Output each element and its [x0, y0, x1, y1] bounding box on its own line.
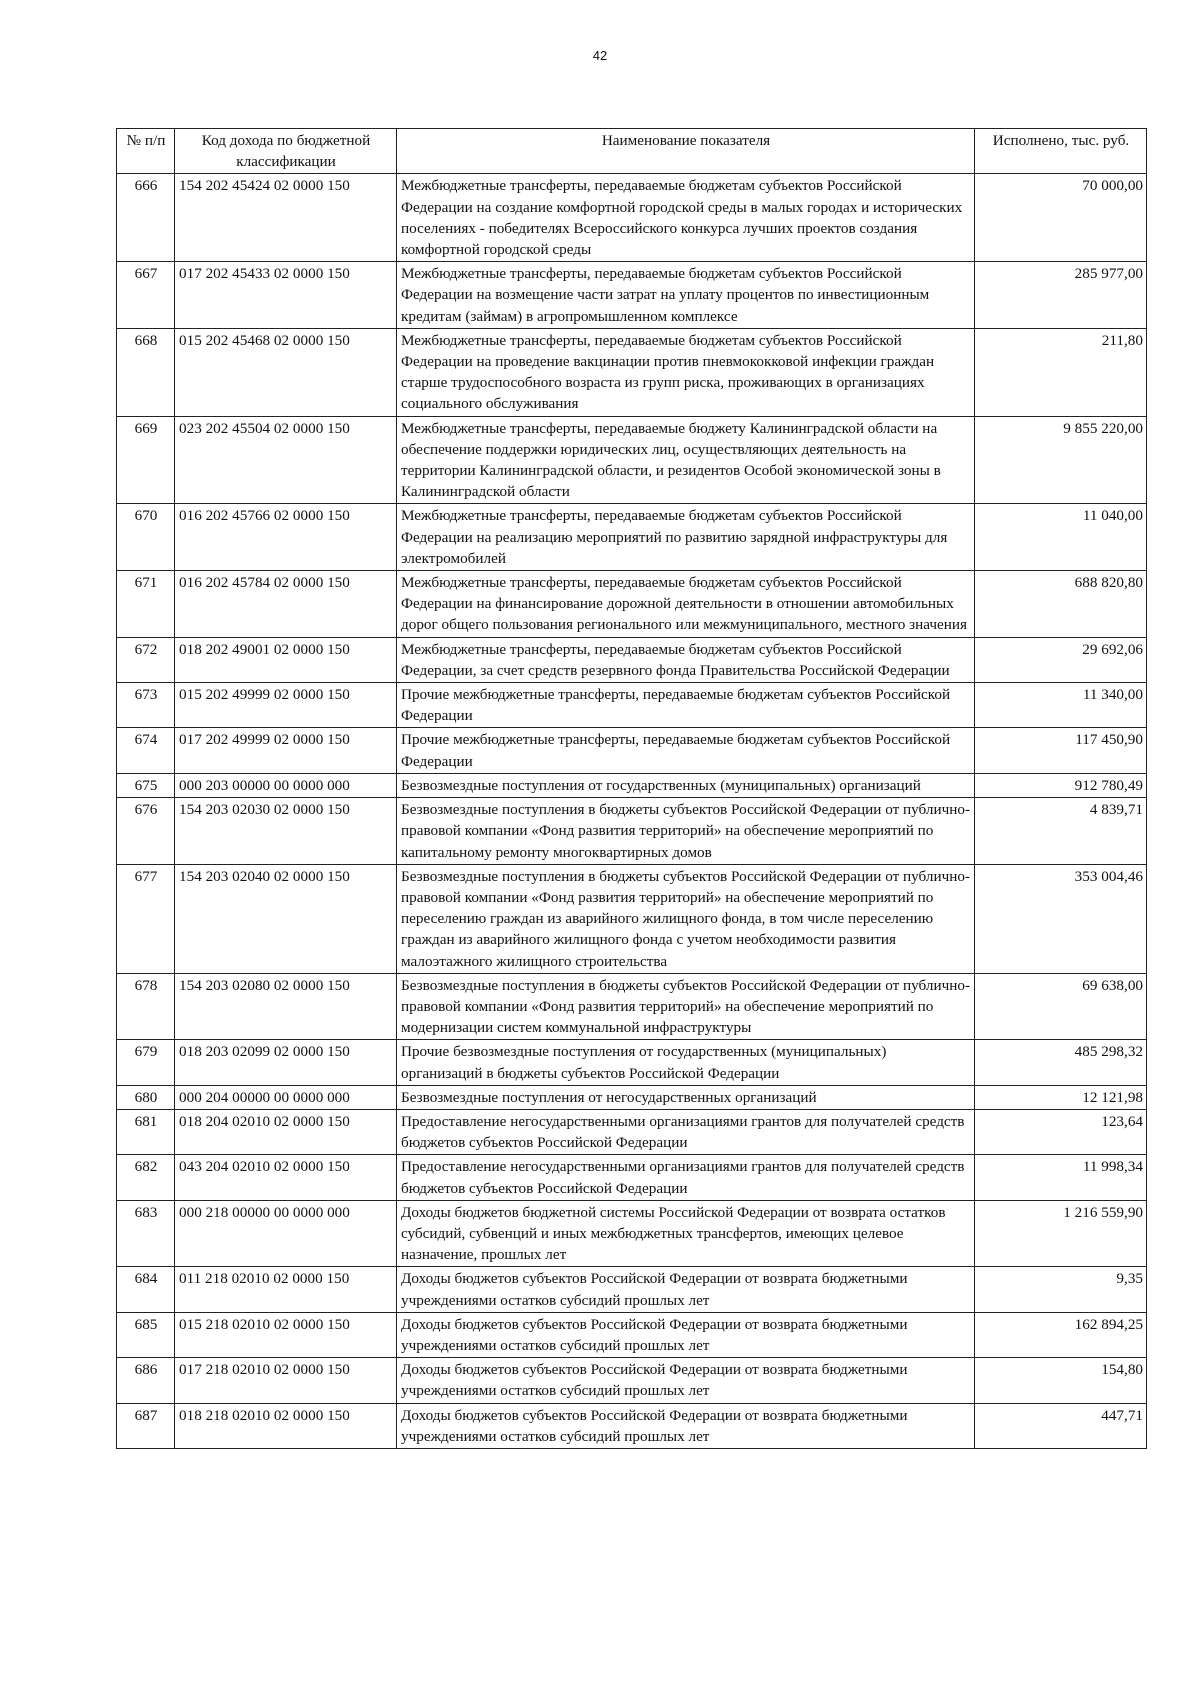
table-row: [117, 1200, 1147, 1267]
header-code: Код дохода по бюджетной классификации: [175, 129, 397, 174]
table-row: [117, 973, 1147, 1040]
row-number: 673: [117, 683, 175, 728]
executed-amount: 447,71: [975, 1403, 1147, 1448]
income-code: 017 202 45433 02 0000 150: [175, 262, 397, 329]
indicator-name: Безвозмездные поступления от государственных (муниципальных) организаций: [397, 773, 975, 797]
indicator-name: Прочие межбюджетные трансферты, передаваемые бюджетам субъектов Российской Федерации: [397, 683, 975, 728]
income-code: 023 202 45504 02 0000 150: [175, 416, 397, 504]
income-code: 000 203 00000 00 0000 000: [175, 773, 397, 797]
row-number: 686: [117, 1358, 175, 1403]
executed-amount: 11 040,00: [975, 504, 1147, 571]
table-row: [117, 1267, 1147, 1312]
indicator-name: Межбюджетные трансферты, передаваемые бюджету Калининградской области на обеспечение поддержки юридических лиц, осуществляющих деятельность на территории Калининградской области, и резидентов Особой экономической зоны в Калининградской области: [397, 416, 975, 504]
row-number: 672: [117, 637, 175, 682]
executed-amount: 12 121,98: [975, 1085, 1147, 1109]
table-row: [117, 1403, 1147, 1448]
indicator-name: Предоставление негосударственными организациями грантов для получателей средств бюджетов субъектов Российской Федерации: [397, 1155, 975, 1200]
row-number: 666: [117, 174, 175, 262]
executed-amount: 123,64: [975, 1109, 1147, 1154]
indicator-name: Межбюджетные трансферты, передаваемые бюджетам субъектов Российской Федерации, за счет средств резервного фонда Правительства Российской Федерации: [397, 637, 975, 682]
row-number: 668: [117, 328, 175, 416]
row-number: 671: [117, 571, 175, 638]
row-number: 684: [117, 1267, 175, 1312]
row-number: 681: [117, 1109, 175, 1154]
row-number: 667: [117, 262, 175, 329]
executed-amount: 688 820,80: [975, 571, 1147, 638]
income-code: 154 202 45424 02 0000 150: [175, 174, 397, 262]
income-code: 000 204 00000 00 0000 000: [175, 1085, 397, 1109]
table-row: [117, 504, 1147, 571]
executed-amount: 4 839,71: [975, 798, 1147, 865]
table-row: [117, 1040, 1147, 1085]
indicator-name: Межбюджетные трансферты, передаваемые бюджетам субъектов Российской Федерации на создание комфортной городской среды в малых городах и исторических поселениях - победителях Всероссийского конкурса лучших проектов создания комфортной городской среды: [397, 174, 975, 262]
income-code: 015 202 49999 02 0000 150: [175, 683, 397, 728]
income-code: 018 202 49001 02 0000 150: [175, 637, 397, 682]
indicator-name: Безвозмездные поступления от негосударственных организаций: [397, 1085, 975, 1109]
executed-amount: 117 450,90: [975, 728, 1147, 773]
executed-amount: 162 894,25: [975, 1312, 1147, 1357]
table-row: [117, 1312, 1147, 1357]
indicator-name: Межбюджетные трансферты, передаваемые бюджетам субъектов Российской Федерации на финансирование дорожной деятельности в отношении автомобильных дорог общего пользования регионального или межмуниципального, местного значения: [397, 571, 975, 638]
indicator-name: Межбюджетные трансферты, передаваемые бюджетам субъектов Российской Федерации на проведение вакцинации против пневмококковой инфекции граждан старше трудоспособного возраста из групп риска, проживающих в организациях социального обслуживания: [397, 328, 975, 416]
executed-amount: 1 216 559,90: [975, 1200, 1147, 1267]
table-row: [117, 262, 1147, 329]
indicator-name: Безвозмездные поступления в бюджеты субъектов Российской Федерации от публично-правовой компании «Фонд развития территорий» на обеспечение мероприятий по модернизации систем коммунальной инфраструктуры: [397, 973, 975, 1040]
indicator-name: Доходы бюджетов субъектов Российской Федерации от возврата бюджетными учреждениями остатков субсидий прошлых лет: [397, 1403, 975, 1448]
table-row: [117, 683, 1147, 728]
executed-amount: 9 855 220,00: [975, 416, 1147, 504]
executed-amount: 154,80: [975, 1358, 1147, 1403]
indicator-name: Предоставление негосударственными организациями грантов для получателей средств бюджетов субъектов Российской Федерации: [397, 1109, 975, 1154]
revenue-table: [116, 128, 1147, 1449]
page-number: 42: [592, 48, 608, 63]
row-number: 687: [117, 1403, 175, 1448]
indicator-name: Прочие безвозмездные поступления от государственных (муниципальных) организаций в бюджеты субъектов Российской Федерации: [397, 1040, 975, 1085]
header-name: Наименование показателя: [397, 129, 975, 174]
income-code: 011 218 02010 02 0000 150: [175, 1267, 397, 1312]
executed-amount: 9,35: [975, 1267, 1147, 1312]
row-number: 685: [117, 1312, 175, 1357]
income-code: 154 203 02030 02 0000 150: [175, 798, 397, 865]
row-number: 676: [117, 798, 175, 865]
executed-amount: 29 692,06: [975, 637, 1147, 682]
table-row: [117, 728, 1147, 773]
row-number: 675: [117, 773, 175, 797]
indicator-name: Доходы бюджетов бюджетной системы Российской Федерации от возврата остатков субсидий, субвенций и иных межбюджетных трансфертов, имеющих целевое назначение, прошлых лет: [397, 1200, 975, 1267]
table-row: [117, 1109, 1147, 1154]
table-row: [117, 1358, 1147, 1403]
executed-amount: 285 977,00: [975, 262, 1147, 329]
row-number: 679: [117, 1040, 175, 1085]
income-code: 015 218 02010 02 0000 150: [175, 1312, 397, 1357]
table-row: [117, 1155, 1147, 1200]
income-code: 043 204 02010 02 0000 150: [175, 1155, 397, 1200]
table-row: [117, 637, 1147, 682]
executed-amount: 485 298,32: [975, 1040, 1147, 1085]
executed-amount: 70 000,00: [975, 174, 1147, 262]
income-code: 016 202 45784 02 0000 150: [175, 571, 397, 638]
indicator-name: Межбюджетные трансферты, передаваемые бюджетам субъектов Российской Федерации на реализацию мероприятий по развитию зарядной инфраструктуры для электромобилей: [397, 504, 975, 571]
table-body: [117, 174, 1147, 1449]
executed-amount: 912 780,49: [975, 773, 1147, 797]
income-code: 015 202 45468 02 0000 150: [175, 328, 397, 416]
executed-amount: 353 004,46: [975, 864, 1147, 973]
indicator-name: Прочие межбюджетные трансферты, передаваемые бюджетам субъектов Российской Федерации: [397, 728, 975, 773]
indicator-name: Доходы бюджетов субъектов Российской Федерации от возврата бюджетными учреждениями остатков субсидий прошлых лет: [397, 1267, 975, 1312]
income-code: 017 218 02010 02 0000 150: [175, 1358, 397, 1403]
income-code: 016 202 45766 02 0000 150: [175, 504, 397, 571]
indicator-name: Безвозмездные поступления в бюджеты субъектов Российской Федерации от публично-правовой компании «Фонд развития территорий» на обеспечение мероприятий по переселению граждан из аварийного жилищного фонда, в том числе переселению граждан из аварийного жилищного фонда с учетом необходимости развития малоэтажного жилищного строительства: [397, 864, 975, 973]
income-code: 154 203 02040 02 0000 150: [175, 864, 397, 973]
income-code: 017 202 49999 02 0000 150: [175, 728, 397, 773]
table-row: [117, 174, 1147, 262]
table-row: [117, 1085, 1147, 1109]
table-row: [117, 864, 1147, 973]
row-number: 674: [117, 728, 175, 773]
table-row: [117, 571, 1147, 638]
row-number: 670: [117, 504, 175, 571]
table-row: [117, 328, 1147, 416]
row-number: 677: [117, 864, 175, 973]
header-amount: Исполнено, тыс. руб.: [975, 129, 1147, 174]
indicator-name: Межбюджетные трансферты, передаваемые бюджетам субъектов Российской Федерации на возмещение части затрат на уплату процентов по инвестиционным кредитам (займам) в агропромышленном комплексе: [397, 262, 975, 329]
header-num: № п/п: [117, 129, 175, 174]
indicator-name: Безвозмездные поступления в бюджеты субъектов Российской Федерации от публично-правовой компании «Фонд развития территорий» на обеспечение мероприятий по капитальному ремонту многоквартирных домов: [397, 798, 975, 865]
row-number: 682: [117, 1155, 175, 1200]
executed-amount: 211,80: [975, 328, 1147, 416]
table-row: [117, 773, 1147, 797]
income-code: 000 218 00000 00 0000 000: [175, 1200, 397, 1267]
table-row: [117, 416, 1147, 504]
executed-amount: 11 998,34: [975, 1155, 1147, 1200]
indicator-name: Доходы бюджетов субъектов Российской Федерации от возврата бюджетными учреждениями остатков субсидий прошлых лет: [397, 1358, 975, 1403]
table-header-row: [117, 129, 1147, 174]
executed-amount: 69 638,00: [975, 973, 1147, 1040]
executed-amount: 11 340,00: [975, 683, 1147, 728]
row-number: 683: [117, 1200, 175, 1267]
income-code: 018 204 02010 02 0000 150: [175, 1109, 397, 1154]
indicator-name: Доходы бюджетов субъектов Российской Федерации от возврата бюджетными учреждениями остатков субсидий прошлых лет: [397, 1312, 975, 1357]
table-row: [117, 798, 1147, 865]
row-number: 678: [117, 973, 175, 1040]
income-code: 018 218 02010 02 0000 150: [175, 1403, 397, 1448]
row-number: 669: [117, 416, 175, 504]
income-code: 154 203 02080 02 0000 150: [175, 973, 397, 1040]
income-code: 018 203 02099 02 0000 150: [175, 1040, 397, 1085]
row-number: 680: [117, 1085, 175, 1109]
